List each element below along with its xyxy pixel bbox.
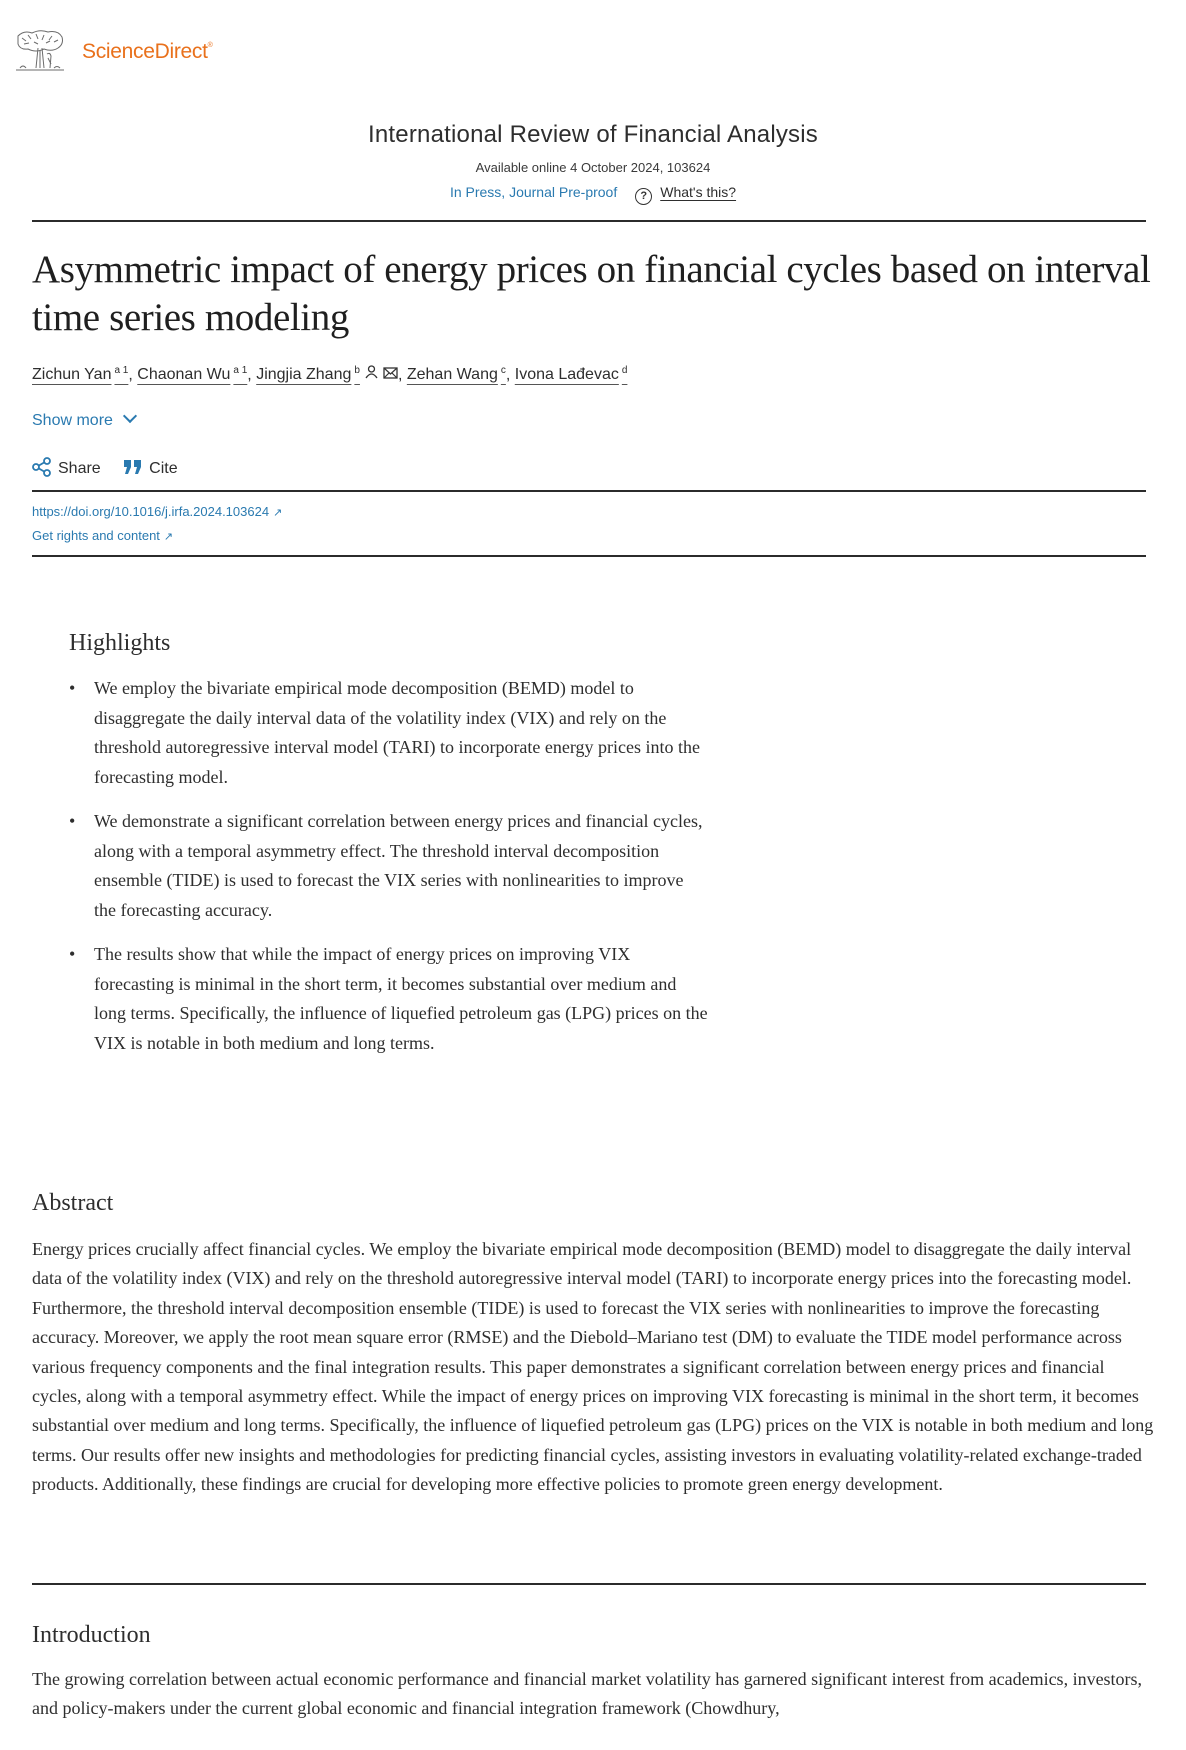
divider (32, 490, 1146, 492)
author-link[interactable] (256, 366, 398, 383)
author-name: Ivona Lađevac (514, 366, 619, 384)
sciencedirect-brand[interactable] (82, 40, 213, 64)
share-button[interactable] (32, 460, 101, 477)
show-more-button[interactable] (32, 412, 135, 430)
separator: , (397, 366, 403, 384)
author-link[interactable] (515, 366, 628, 383)
separator: , (247, 366, 252, 384)
elsevier-tree-logo-icon[interactable] (14, 28, 66, 74)
author-link[interactable] (32, 366, 128, 383)
author-affiliation: d (621, 365, 628, 376)
author-name: Zehan Wang (406, 366, 498, 384)
status-row (0, 184, 1186, 205)
author-list (32, 365, 627, 384)
article-title: Asymmetric impact of energy prices on financial cycles based on interval time series modeling (32, 248, 1151, 339)
divider (32, 220, 1146, 222)
author-name: Zichun Yan (32, 366, 112, 384)
chevron-down-icon (123, 409, 137, 423)
divider (32, 1583, 1146, 1585)
abstract-text: Energy prices crucially affect financial cycles. We employ the bivariate empirical mode decomposition (BEMD) model to disaggregate the daily interval data of the volatility index (VIX) and rely on the threshold autoregressive interval model (TARI) to incorporate energy prices into the forecasting model. Furthermore, the threshold interval decomposition ensemble (TIDE) is used to forecast the VIX series with nonlinearities to improve the forecasting accuracy. Moreover, we apply the root mean square error (RMSE) and the Diebold–Mariano test (DM) to evaluate the TIDE model performance across various frequency components and the final integration results. This paper demonstrates a significant correlation between energy prices and financial cycles, along with a temporal asymmetry effect. While the impact of energy prices on improving VIX forecasting is minimal in the short term, it becomes substantial over medium and long terms. Specifically, the influence of liquefied petroleum gas (LPG) prices on the VIX is notable in both medium and long terms. Our results offer new insights and methodologies for predicting financial cycles, assisting investors in evaluating volatility-related exchange-traded products. Additionally, these findings are crucial for developing more effective policies to promote green energy development. (32, 1239, 1154, 1495)
separator: , (505, 366, 511, 384)
separator: , (128, 366, 133, 384)
author-affiliation: c (500, 365, 506, 376)
in-press-link[interactable]: In Press, Journal Pre-proof (449, 184, 618, 200)
external-link-icon: ↗ (273, 507, 283, 519)
share-icon (32, 460, 52, 477)
cite-label: Cite (149, 460, 178, 477)
doi-link[interactable] (32, 504, 282, 519)
highlights-heading: Highlights (69, 630, 171, 656)
highlight-item: • We employ the bivariate empirical mode decomposition (BEMD) model to disaggregate the daily interval data of the volatility index (VIX) and rely on the threshold autoregressive interval model (TARI) to incorporate energy prices into the forecasting model. (69, 674, 709, 792)
introduction-text: The growing correlation between actual economic performance and financial market volatility has garnered significant interest from academics, investors, and policy-makers under the current global economic and financial integration framework (Chowdhury, (32, 1669, 1143, 1719)
abstract-heading: Abstract (32, 1190, 114, 1216)
author-name: Jingjia Zhang (256, 366, 352, 384)
author-affiliation: a 1 (233, 365, 248, 376)
external-link-icon: ↗ (163, 531, 174, 543)
divider (32, 555, 1146, 557)
introduction-heading: Introduction (32, 1622, 151, 1648)
highlight-item: • We demonstrate a significant correlation between energy prices and financial cycles, along with a temporal asymmetry effect. The threshold interval decomposition ensemble (TIDE) is used to forecast the VIX series with nonlinearities to improve the forecasting accuracy. (69, 807, 709, 925)
availability-info: Available online 4 October 2024, 103624 (475, 160, 711, 175)
cite-button[interactable] (123, 460, 177, 477)
author-link[interactable] (137, 366, 247, 383)
show-more-label: Show more (32, 412, 113, 429)
help-icon[interactable]: ? (635, 188, 652, 205)
rights-link[interactable] (32, 528, 173, 543)
share-label: Share (58, 460, 101, 477)
quote-icon (123, 460, 143, 477)
highlights-list (69, 674, 709, 1073)
doi-label: https://doi.org/10.1016/j.irfa.2024.103624 (32, 504, 270, 519)
share-cite-bar (32, 457, 178, 478)
brand-name[interactable]: ScienceDirect (82, 40, 208, 63)
author-affiliation: b (354, 365, 360, 376)
whats-this-link[interactable]: What's this? (660, 184, 737, 200)
journal-title[interactable]: International Review of Financial Analysis (368, 121, 818, 148)
author-affiliation: a 1 (114, 365, 129, 376)
author-link[interactable] (407, 366, 506, 383)
email-icon (383, 367, 398, 382)
author-name: Chaonan Wu (137, 366, 231, 384)
registered-mark: ® (207, 42, 213, 49)
highlight-item: • The results show that while the impact of energy prices on improving VIX forecasting is minimal in the short term, it becomes substantial over medium and long terms. Specifically, the influence of liquefied petroleum gas (LPG) prices on the VIX is notable in both medium and long terms. (69, 940, 709, 1058)
rights-label: Get rights and content (32, 528, 160, 543)
person-icon (365, 365, 378, 382)
